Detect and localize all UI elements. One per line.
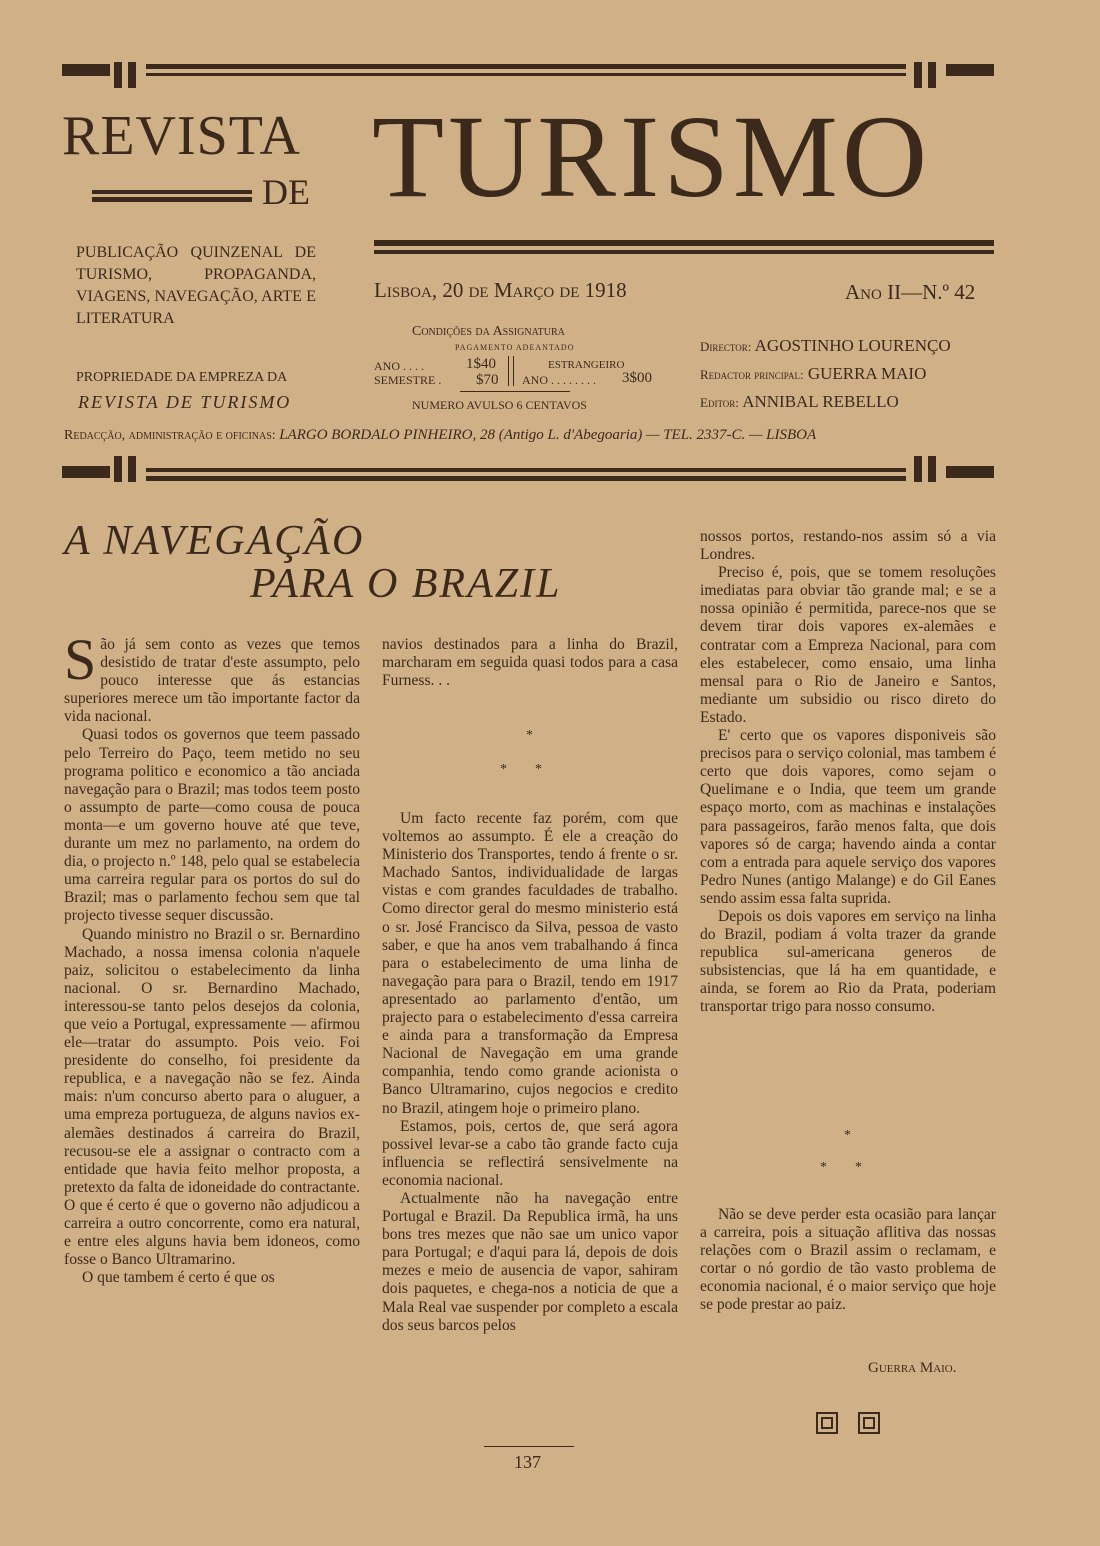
top-rule-left-block	[62, 64, 110, 76]
mid-rule-line	[146, 476, 906, 481]
subscription-semester-price: $70	[476, 372, 499, 388]
redactor-label: Redactor principal:	[700, 367, 804, 382]
mid-rule-right-post	[928, 456, 936, 482]
paragraph: São já sem conto as vezes que temos desistido de tratar d'este assumpto, pelo pouco interesse que ás estancias superiores merece um tão importante factor da vida nacional.	[64, 627, 360, 726]
article-column-3	[700, 528, 996, 1017]
end-ornament	[858, 1412, 880, 1434]
subscription-subtitle: PAGAMENTO ADEANTADO	[455, 343, 575, 352]
address-line	[64, 427, 816, 444]
masthead-de-rule	[92, 190, 252, 194]
paragraph: nossos portos, restando-nos assim só a via Londres.	[700, 528, 996, 564]
issue-number: Ano II—N.º 42	[845, 280, 976, 304]
paragraph: Não se deve perder esta ocasião para lançar a carreira, pois a situação aflitiva das nossas relações com o Brazil assim o reclamam, e cortar o nó gordio de tão vasto problema de economia nacional, é o maior serviço que hoje se pode prestar ao paiz.	[700, 1206, 996, 1314]
mid-rule-left-post	[114, 456, 122, 482]
article-title-line1: A NAVEGAÇÃO	[64, 518, 365, 564]
director-label: Director:	[700, 339, 752, 354]
mid-rule-right-post	[914, 456, 922, 482]
top-rule-right-post	[914, 62, 922, 88]
property-line: PROPRIEDADE DA EMPREZA DA	[76, 370, 288, 385]
page-number-rule	[484, 1446, 574, 1447]
paragraph: navios destinados para a linha do Brazil, marcharam em seguida quasi todos para a casa Furness. . .	[382, 636, 678, 690]
editor-name: ANNIBAL REBELLO	[742, 392, 899, 411]
property-name: REVISTA DE TURISMO	[78, 392, 292, 412]
article-column-2-top	[382, 636, 678, 690]
paragraph: E' certo que os vapores disponiveis são precisos para o serviço colonial, mas tambem é certo que dois vapores, como sejam o Quelimane e o India, que teem um grande espaço morto, com as machinas e instalações para passageiros, farão menos falta, que dois vapores só de carga; havendo ainda a contar com a entrada para aquele serviço dos vapores Pedro Nunes (antigo Malange) e do Gil Eanes sendo assim essa falta suprida.	[700, 727, 996, 907]
masthead-turismo: TURISMO	[372, 91, 932, 222]
publication-description: PUBLICAÇÃO QUINZENAL DE TURISMO, PROPAGANDA, VIAGENS, NAVEGAÇÃO, ARTE E LITERATURA	[76, 244, 316, 327]
section-star: *	[526, 728, 533, 743]
section-stars: * *	[500, 762, 542, 777]
subscription-rule	[460, 391, 570, 392]
top-rule-line	[146, 64, 906, 69]
masthead-revista: REVISTA	[62, 105, 301, 167]
editor-label: Editor:	[700, 395, 739, 410]
drop-cap: S	[64, 627, 97, 692]
director-line	[700, 332, 951, 360]
top-rule-right-post	[928, 62, 936, 88]
paragraph: Um facto recente faz porém, com que voltemos ao assumpto. É ele a creação do Ministerio dos Transportes, tendo á frente o sr. Machado Santos, individualidade de largas vistas e com grandes faculdades de trabalho. Como director geral do mesmo ministerio está o sr. José Francisco da Silva, pessoa de vasto saber, e que ha anos vem trabalhando á finca para o estabelecimento de uma linha de navegação para para o Brazil, tendo em 1917 apresentado ao parlamento d'então, um prajecto para o estabelecimento d'essa carreira e ainda para a transformação da Empresa Nacional de Navegação em uma grande companhia, tendo como grande acionista o Banco Ultramarino, cujos negocios e credito no Brazil, atingem hoje o primeiro plano.	[382, 810, 678, 1117]
subscription-semester-label: SEMESTRE .	[374, 373, 442, 387]
top-rule-line	[146, 73, 906, 76]
single-issue-price: NUMERO AVULSO 6 CENTAVOS	[412, 398, 587, 412]
masthead-de-rule	[92, 197, 252, 202]
mid-rule-right-block	[946, 466, 994, 478]
address-value: LARGO BORDALO PINHEIRO, 28 (Antigo L. d'Abegoaria) — TEL. 2337-C. — LISBOA	[279, 427, 817, 443]
section-stars: * *	[820, 1160, 862, 1175]
paragraph: Depois os dois vapores em serviço na linha do Brazil, podiam á volta trazer da grande republica sul-americana generos de subsistencias, que lá ha em quantidade, e ainda, se forem ao Rio da Prata, poderiam transportar trigo para nosso consumo.	[700, 907, 996, 1016]
subscription-foreign-year-label: ANO . . . . . . . .	[522, 373, 596, 387]
address-label: Redacção, administração e oficinas:	[64, 428, 276, 443]
end-ornament	[816, 1412, 838, 1434]
mid-rule-left-post	[128, 456, 136, 482]
masthead-de: DE	[262, 172, 310, 212]
paragraph: O que tambem é certo é que os	[82, 1269, 275, 1287]
article-column-3-end	[700, 1206, 996, 1315]
subscription-foreign-price: 3$00	[622, 370, 652, 386]
subscription-year-price: 1$40	[466, 356, 496, 372]
paragraph: Quando ministro no Brazil o sr. Bernardino Machado, a nossa imensa colonia n'aquele paiz, solicitou o estabelecimento da linha nacional. O sr. Bernardino Machado, interessou-se tanto pelos desejos da colonia, que veio a Portugal, expressamente — afirmou ele—tratar do assumpto. Pois veio. Foi presidente do conselho, foi presidente da republica, e a navegação não se fez. Ainda mais: n'um concurso aberto para o aluguer, a uma empreza portugueza, de alguns navios ex-alemães destinados á carreira do Brazil, recusou-se ele a assignar o contracto com a entidade que havia feito melhor proposta, a pretexto da falta de idoneidade do contractante. O que é certo é que o governo não adjudicou a carreira a outro concorrente, como era natural, e entre eles alguns havia bem idoneos, como fosse o Banco Ultramarino.	[64, 925, 360, 1269]
paragraph: Actualmente não ha navegação entre Portugal e Brazil. Da Republica irmã, ha uns bons tres mezes que não sae um unico vapor para Portugal; e d'aqui para lá, depois de dois mezes e meio de ausencia de vapor, sahiram dois paquetes, e chega-nos a noticia de que a Mala Real vae suspender por completo a escala dos seus barcos pelos	[382, 1189, 678, 1334]
paragraph: Preciso é, pois, que se tomem resoluções imediatas para obviar tão grande mal; e se a nossa opinião é permitida, parece-nos que se devem tirar dois vapores ex-alemães e contratar com a Empreza Nacional, para com eles estabelecer, como ensaio, uma linha mensal para o Rio de Janeiro e Santos, mediante um subsidio ou risco direto do Estado.	[700, 564, 996, 726]
subscription-year-label: ANO . . . .	[374, 359, 424, 373]
article-title-line2: PARA O BRAZIL	[250, 561, 562, 607]
paragraph: Estamos, pois, certos de, que será agora possivel levar-se a cabo tão grande facto cuja influencia se reflectirá sensivelmente na economia nacional.	[382, 1117, 678, 1189]
subscription-divider	[508, 356, 514, 386]
subscription-title: Condições da Assignatura	[412, 324, 565, 339]
title-underline	[374, 250, 994, 254]
dateline: Lisboa, 20 de Março de 1918	[374, 278, 627, 302]
redactor-line	[700, 360, 951, 388]
subscription-foreign-label: ESTRANGEIRO	[548, 359, 625, 371]
top-rule-left-post	[128, 62, 136, 88]
top-rule-left-post	[114, 62, 122, 88]
mid-rule-left-block	[62, 466, 110, 478]
editor-line	[700, 388, 951, 416]
title-underline	[374, 240, 994, 246]
section-star: *	[844, 1128, 851, 1143]
mid-rule-line	[146, 468, 906, 472]
paragraph: Quasi todos os governos que teem passado pelo Terreiro do Paço, teem metido no seu programa politico e economico a tão anciada navegação para o Brazil; mas todos teem posto o assumpto de parte—como cousa de pouca monta—e um governo houve até que teve, durante um mez no parlamento, na ordem do dia, o projecto n.º 148, pelo qual se estabelecia uma carreira regular para os portos do sul do Brazil; mas o parlamento fechou sem que tal projecto tivesse sequer discussão.	[64, 726, 360, 925]
top-rule-right-block	[946, 64, 994, 76]
article-signature: Guerra Maio.	[868, 1360, 957, 1376]
staff-block	[700, 332, 951, 416]
page-number: 137	[514, 1452, 541, 1472]
director-name: AGOSTINHO LOURENÇO	[754, 336, 951, 355]
article-column-1	[64, 627, 360, 1287]
article-column-2	[382, 810, 678, 1335]
redactor-name: GUERRA MAIO	[807, 364, 927, 383]
